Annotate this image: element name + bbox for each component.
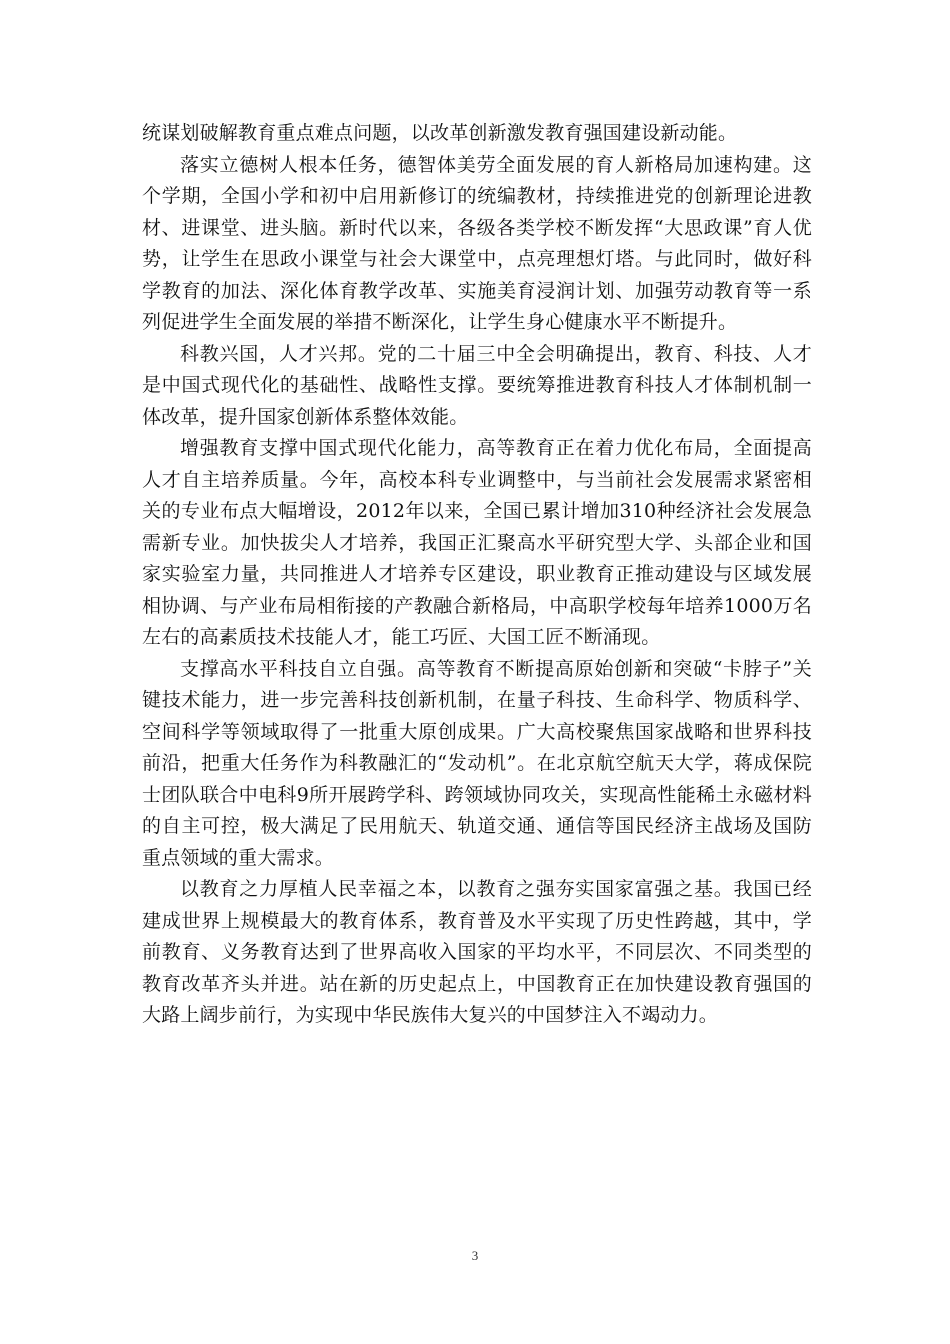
paragraph-higher-education: 增强教育支撑中国式现代化能力，高等教育正在着力优化布局，全面提高人才自主培养质量。今年，高校本科专业调整中，与当前社会发展需求紧密相关的专业布点大幅增设，2012年以来，全国已累计增加310种经济社会发展急需新专业。加快拔尖人才培养，我国正汇聚高水平研究型大学、头部企业和国家实验室力量，共同推进人才培养专区建设，职业教育正推动建设与区域发展相协调、与产业布局相衔接的产教融合新格局，中高职学校每年培养1000万名左右的高素质技术技能人才，能工巧匠、大国工匠不断涌现。 — [142, 437, 812, 648]
paragraph-continued: 统谋划破解教育重点难点问题，以改革创新激发教育强国建设新动能。 — [142, 122, 738, 144]
paragraph-education-power: 以教育之力厚植人民幸福之本，以教育之强夯实国家富强之基。我国已经建成世界上规模最大的教育体系，教育普及水平实现了历史性跨越，其中，学前教育、义务教育达到了世界高收入国家的平均水平，不同层次、不同类型的教育改革齐头并进。站在新的历史起点上，中国教育正在加快建设教育强国的大路上阔步前行，为实现中华民族伟大复兴的中国梦注入不竭动力。 — [142, 878, 812, 1026]
paragraph-tech-self-reliance: 支撑高水平科技自立自强。高等教育不断提高原始创新和突破“卡脖子”关键技术能力，进一步完善科技创新机制，在量子科技、生命科学、物质科学、空间科学等领域取得了一批重大原创成果。广大高校聚焦国家战略和世界科技前沿，把重大任务作为科教融汇的“发动机”。在北京航空航天大学，蒋成保院士团队联合中电科9所开展跨学科、跨领域协同攻关，实现高性能稀土永磁材料的自主可控，极大满足了民用航天、轨道交通、通信等国民经济主战场及国防重点领域的重大需求。 — [142, 657, 812, 869]
paragraph-moral-education: 落实立德树人根本任务，德智体美劳全面发展的育人新格局加速构建。这个学期，全国小学和初中启用新修订的统编教材，持续推进党的创新理论进教材、进课堂、进头脑。新时代以来，各级各类学校不断发挥“大思政课”育人优势，让学生在思政小课堂与社会大课堂中，点亮理想灯塔。与此同时，做好科学教育的加法、深化体育教学改革、实施美育浸润计划、加强劳动教育等一系列促进学生全面发展的举措不断深化，让学生身心健康水平不断提升。 — [142, 153, 812, 333]
paragraph-science-education: 科教兴国，人才兴邦。党的二十届三中全会明确提出，教育、科技、人才是中国式现代化的基础性、战略性支撑。要统筹推进教育科技人才体制机制一体改革，提升国家创新体系整体效能。 — [142, 342, 812, 428]
page-number: 3 — [471, 1248, 479, 1263]
body-text — [142, 118, 812, 1032]
